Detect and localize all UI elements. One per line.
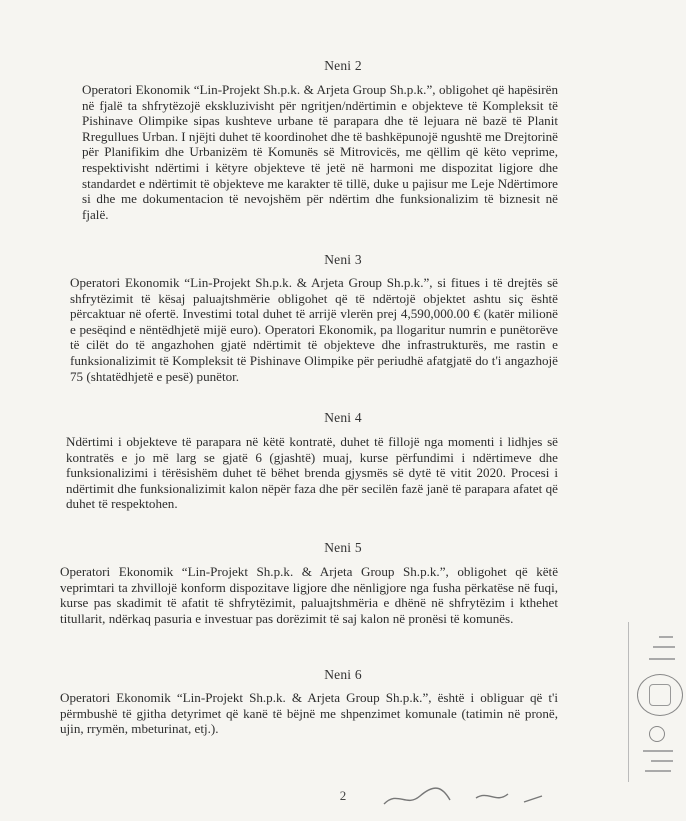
article-6-text: Operatori Ekonomik “Lin-Projekt Sh.p.k. & Arjeta Group Sh.p.k.”, është i obliguar që t'i përmbushë të gjitha detyrimet që kanë të bëjnë me shpenzimet komunale (tatimin në pronë, ujin, rrymën, mbeturinat, etj.). — [60, 690, 558, 737]
municipal-seal-icon — [628, 622, 686, 782]
article-5-heading: Neni 5 — [324, 540, 362, 555]
article-5-text: Operatori Ekonomik “Lin-Projekt Sh.p.k. & Arjeta Group Sh.p.k.”, obligohet që këtë veprimtari ta zhvillojë konform dispozitave ligjore dhe nënligjore nga fusha përkatëse në fuqi, kurse pas skadimit të afatit të shfrytëzimit, paluajtshmëria e dhënë në shfrytëzim i kthehet titullarit, ndërkaq pasuria e investuar pas dorëzimit të saj kalon në pronësi të komunës. — [60, 564, 558, 626]
article-2-heading: Neni 2 — [324, 58, 362, 73]
article-3-heading: Neni 3 — [324, 252, 362, 267]
article-4-heading: Neni 4 — [324, 410, 362, 425]
page-number: 2 — [339, 788, 347, 803]
signature-icon — [380, 782, 550, 812]
article-6-heading: Neni 6 — [324, 667, 362, 682]
article-3-text: Operatori Ekonomik “Lin-Projekt Sh.p.k. & Arjeta Group Sh.p.k.”, si fitues i të drejtës së shfrytëzimit të kësaj paluajtshmërie obligohet që të ndërtojë objektet ashtu siç është përcaktuar në ofertë. Investimi total duhet të arrijë vlerën prej 4,590,000.00 € (katër milionë e pesëqind e nëntëdhjetë mijë euro). Operatori Ekonomik, pa llogaritur numrin e punëtorëve të cilët do të angazhohen gjatë ndërtimit të objekteve dhe infrastrukturës, me rastin e funksionalizimit të Kompleksit të Pishinave Olimpike për periudhë afatgjatë do t'i angazhojë 75 (shtatëdhjetë e pesë) punëtor. — [70, 275, 558, 384]
article-2-text: Operatori Ekonomik “Lin-Projekt Sh.p.k. & Arjeta Group Sh.p.k.”, obligohet që hapësirën në fjalë ta shfrytëzojë ekskluzivisht për ngritjen/ndërtimin e objekteve të Kompleksit të Pishinave Olimpike sipas kushteve urbane të parapara dhe të lejuara në bazë të Planit Rregullues Urban. I njëjti duhet të koordinohet dhe të bashkëpunojë ngushtë me Drejtorinë për Planifikim dhe Urbanizëm të Komunës së Mitrovicës, me qëllim që këto veprime, respektivisht ndërtimi i këtyre objekteve të jetë në harmoni me dispozitat ligjore dhe standardet e ndërtimit të objekteve me karakter të tillë, duke u pajisur me Leje Ndërtimore si dhe me dokumentacion të nevojshëm për ndërtim dhe funksionalizim të biznesit në fjalë. — [82, 82, 558, 222]
article-4-text: Ndërtimi i objekteve të parapara në këtë kontratë, duhet të fillojë nga momenti i lidhjes së kontratës e jo më larg se gjatë 6 (gjashtë) muaj, kurse përfundimi i ndërtimeve dhe funksionalizimi i tërësishëm duhet të bëhet brenda gjysmës së dytë të vitit 2020. Procesi i ndërtimit dhe funksionalizimit kalon nëpër faza dhe për secilën fazë janë të parapara afatet që duhet të respektohen. — [66, 434, 558, 512]
